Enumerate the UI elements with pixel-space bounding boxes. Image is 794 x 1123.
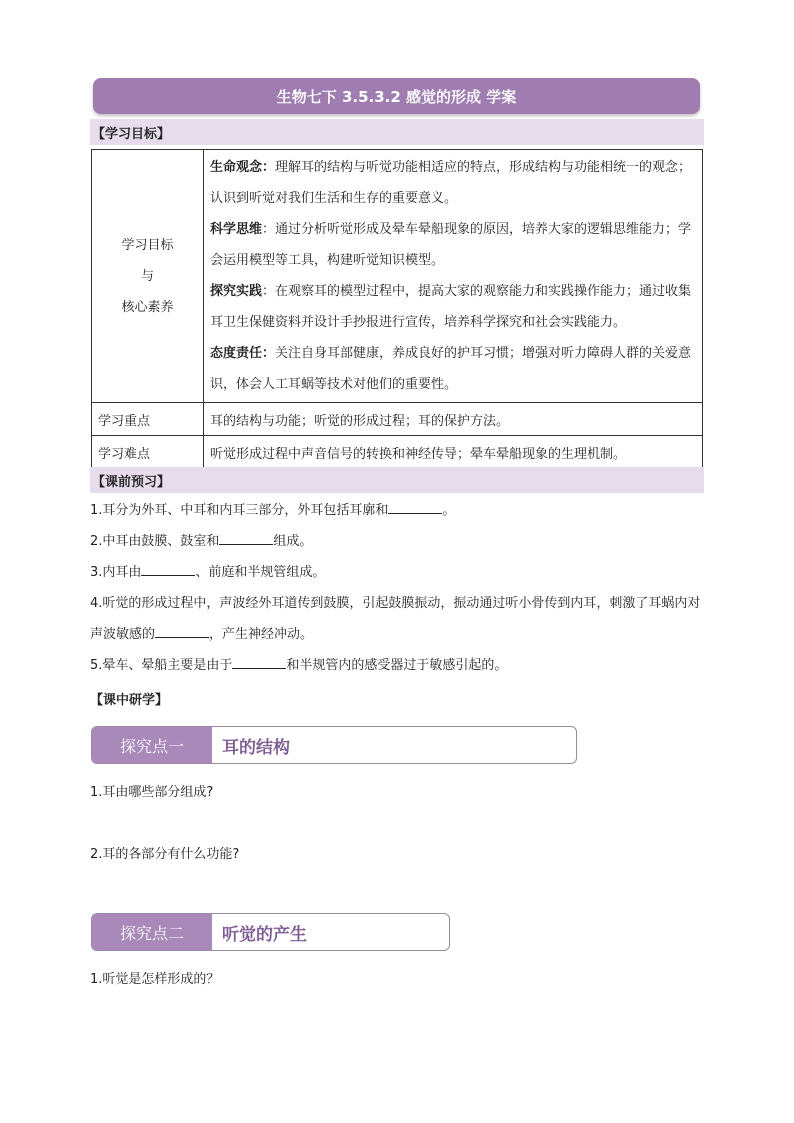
question-text: 和半规管内的感受器过于敏感引起的。 xyxy=(286,658,508,673)
question-text: 5.晕车、晕船主要是由于 xyxy=(90,658,233,673)
question-text: ，产生神经冲动。 xyxy=(209,627,314,642)
goal-text: ：通过分析听觉形成及晕车晕船现象的原因，培养大家的逻辑思维能力；学会运用模型等工具，构建听觉知识模型。 xyxy=(210,222,692,268)
difficult-points-label: 学习难点 xyxy=(92,436,204,469)
question-text: 、前庭和半规管组成。 xyxy=(195,565,326,580)
explore1-question-2: 2.耳的各部分有什么功能? xyxy=(90,847,240,862)
preview-question-4 xyxy=(90,588,704,650)
preview-question-1 xyxy=(90,495,710,526)
study-heading: 【课中研学】 xyxy=(90,693,169,708)
explore-tag: 探究点一 xyxy=(92,727,212,763)
fill-blank[interactable] xyxy=(141,562,195,576)
explore-point-2 xyxy=(91,913,450,951)
goal-text: 关注自身耳部健康，养成良好的护耳习惯；增强对听力障碍人群的关爱意识，体会人工耳蜗等技术对他们的重要性。 xyxy=(210,346,692,392)
question-text: 4.听觉的形成过程中，声波经外耳道传到鼓膜，引起鼓膜振动，振动通过听小骨传到内耳，刺激了耳蜗内对声波敏感的 xyxy=(90,596,701,642)
question-text: 组成。 xyxy=(273,534,313,549)
explore-tag: 探究点二 xyxy=(92,914,212,950)
fill-blank[interactable] xyxy=(388,500,442,514)
question-text: 。 xyxy=(442,503,456,518)
preview-question-3 xyxy=(90,557,710,588)
goal-key: 生命观念： xyxy=(210,160,276,175)
explore-title: 耳的结构 xyxy=(222,737,290,758)
goals-table xyxy=(91,149,703,469)
preview-question-5 xyxy=(90,650,710,681)
explore-point-1 xyxy=(91,726,577,764)
explore2-question-1: 1.听觉是怎样形成的？ xyxy=(90,972,220,987)
fill-blank[interactable] xyxy=(155,624,209,638)
explore1-question-1: 1.耳由哪些部分组成? xyxy=(90,785,214,800)
goals-label-line3: 核心素养 xyxy=(121,299,174,315)
question-text: 1.耳分为外耳、中耳和内耳三部分，外耳包括耳廓和 xyxy=(90,503,389,518)
preview-heading: 【课前预习】 xyxy=(90,467,704,493)
goals-label-line1: 学习目标 xyxy=(121,237,174,253)
goal-key: 科学思维 xyxy=(210,222,263,237)
goal-key: 探究实践 xyxy=(210,284,263,299)
question-text: 2.中耳由鼓膜、鼓室和 xyxy=(90,534,220,549)
explore-title: 听觉的产生 xyxy=(222,924,307,945)
goal-text: ：在观察耳的模型过程中，提高大家的观察能力和实践操作能力；通过收集耳卫生保健资料并设计手抄报进行宣传，培养科学探究和社会实践能力。 xyxy=(210,284,692,330)
goals-label-cell xyxy=(92,150,204,403)
goal-item-attitude xyxy=(210,338,696,400)
goal-key: 态度责任： xyxy=(210,346,276,361)
goal-item-practice xyxy=(210,276,696,338)
goals-label-line2: 与 xyxy=(140,268,154,284)
question-text: 3.内耳由 xyxy=(90,565,142,580)
fill-blank[interactable] xyxy=(232,655,286,669)
page-title: 生物七下 3.5.3.2 感觉的形成 学案 xyxy=(93,78,700,114)
goal-item-thinking xyxy=(210,214,696,276)
goal-item-life xyxy=(210,152,696,214)
goals-heading: 【学习目标】 xyxy=(90,119,704,145)
key-points-label: 学习重点 xyxy=(92,403,204,436)
key-points-text: 耳的结构与功能；听觉的形成过程；耳的保护方法。 xyxy=(204,403,703,436)
goals-content-cell xyxy=(204,150,703,403)
fill-blank[interactable] xyxy=(219,531,273,545)
difficult-points-text: 听觉形成过程中声音信号的转换和神经传导；晕车晕船现象的生理机制。 xyxy=(204,436,703,469)
preview-question-2 xyxy=(90,526,710,557)
goal-text: 理解耳的结构与听觉功能相适应的特点，形成结构与功能相统一的观念；认识到听觉对我们生活和生存的重要意义。 xyxy=(210,160,692,206)
